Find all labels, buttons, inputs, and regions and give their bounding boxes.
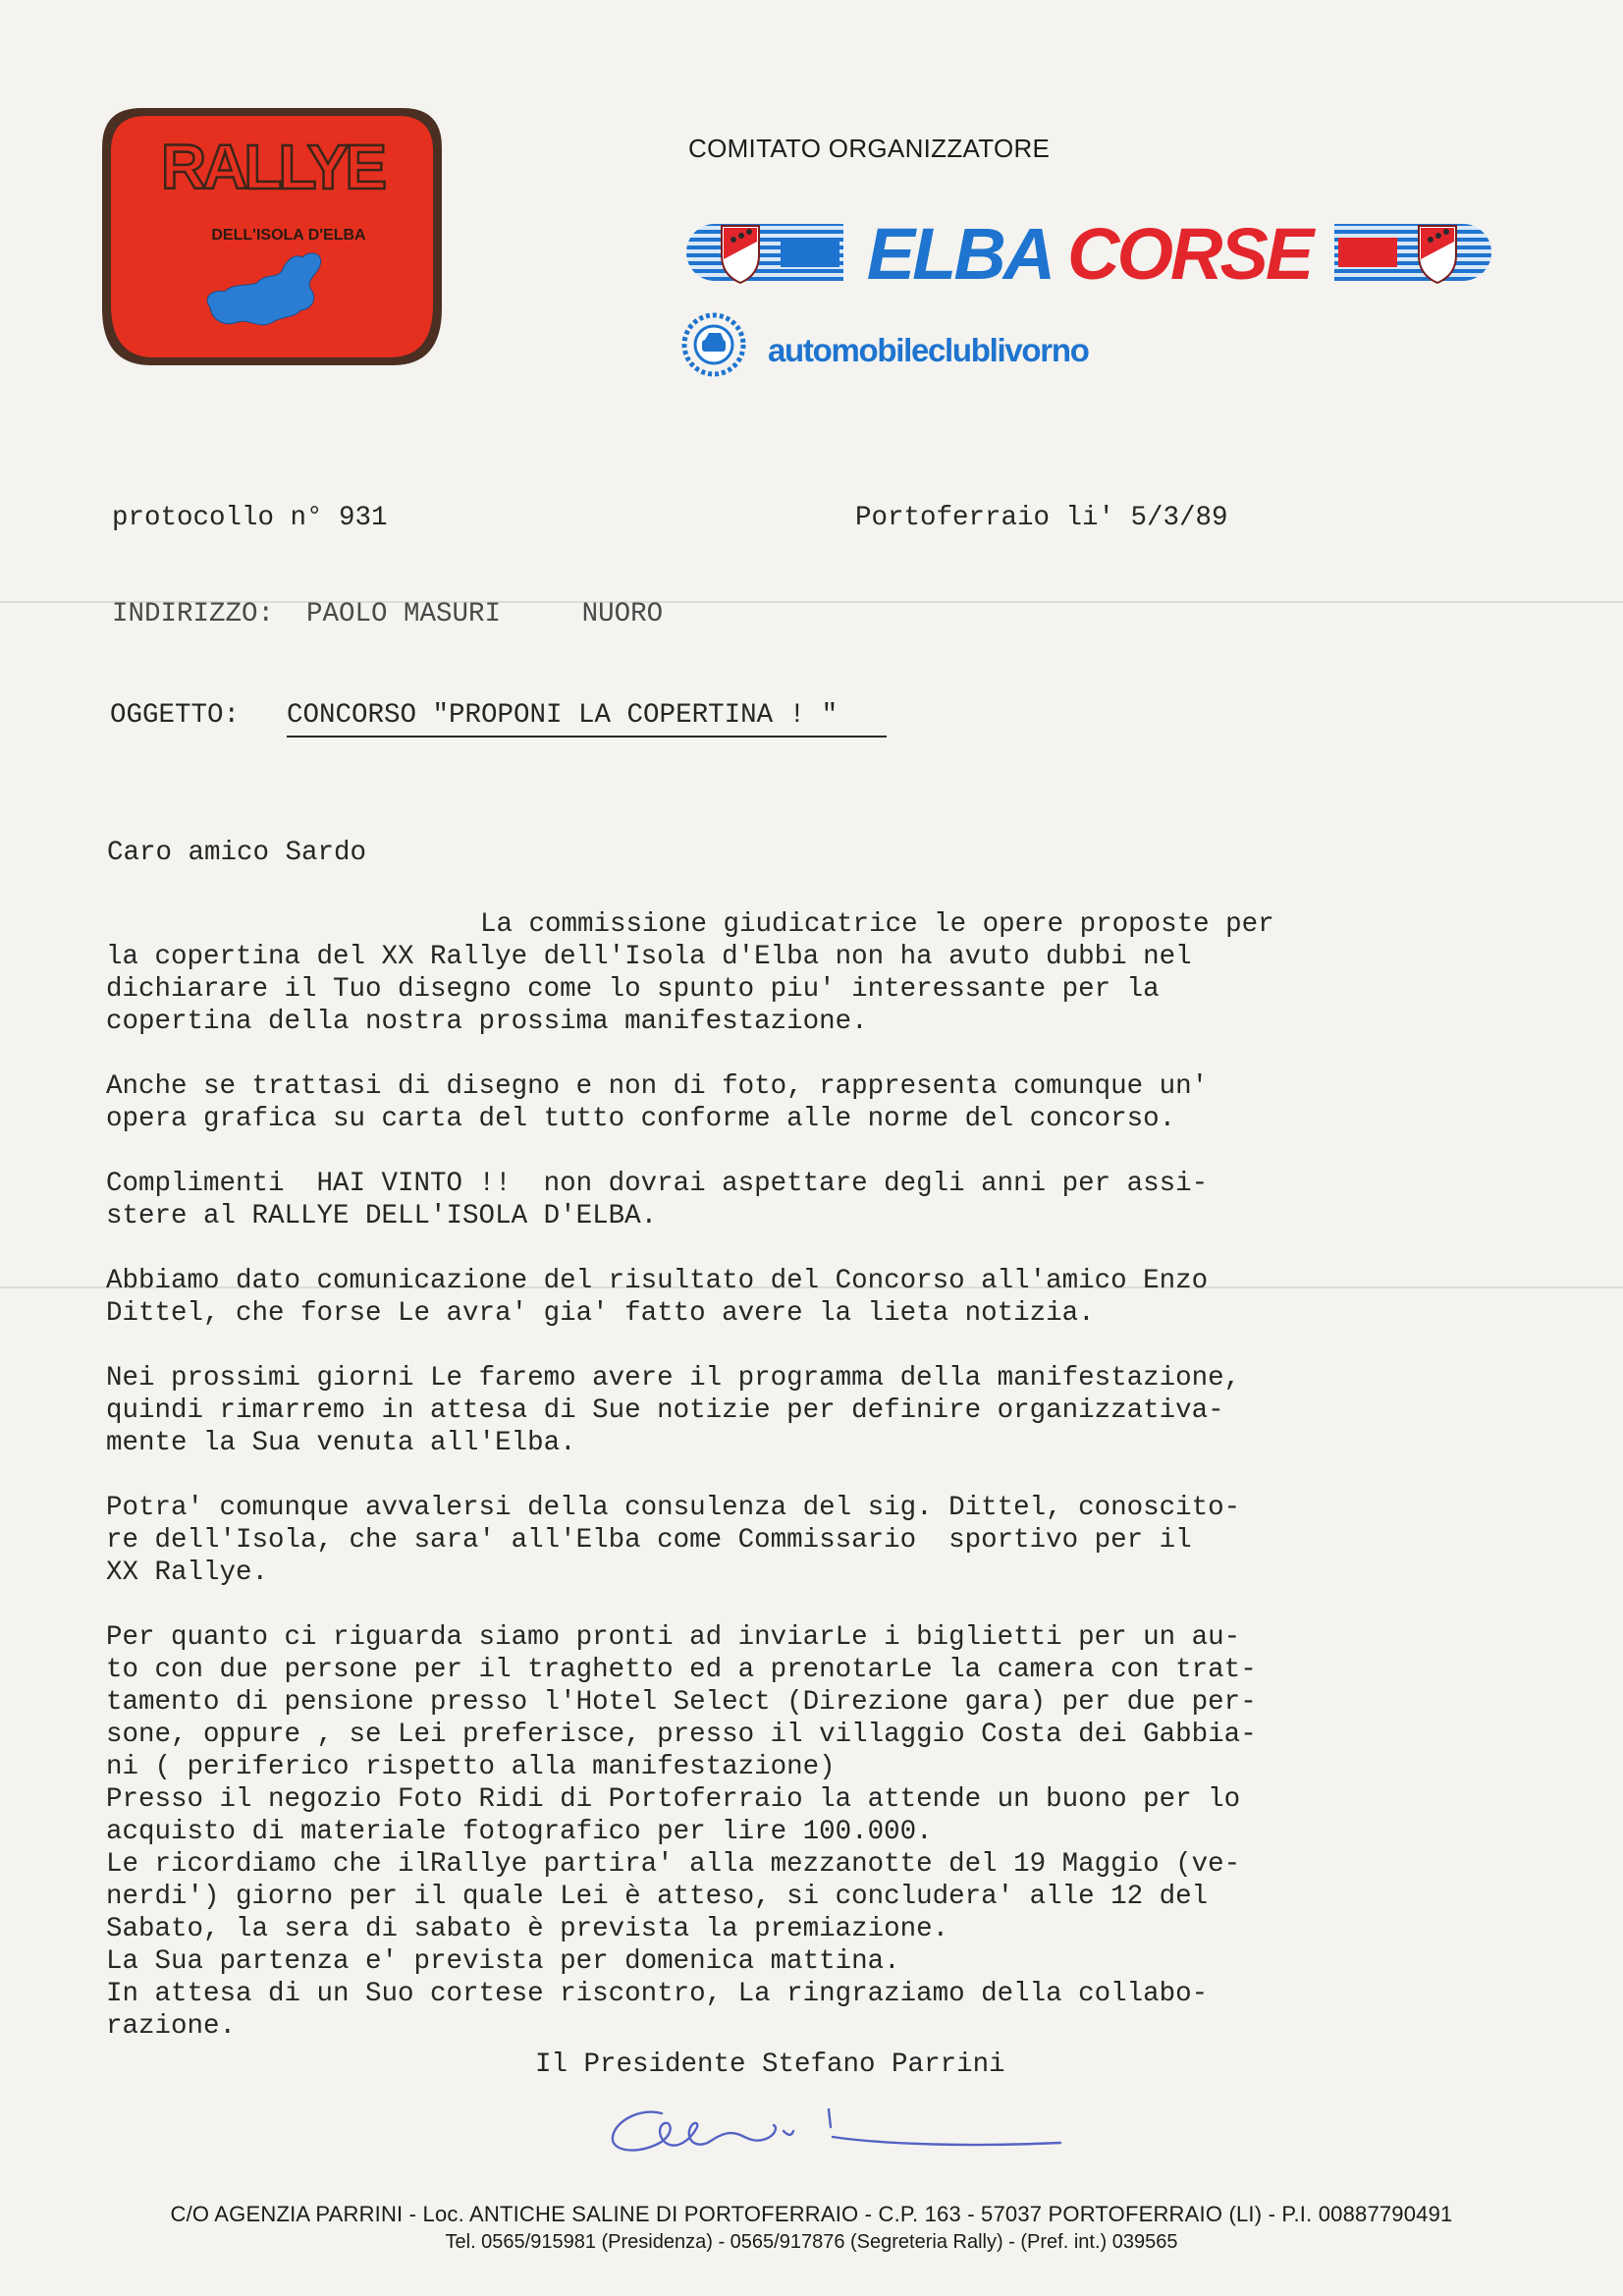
footer-phones: Tel. 0565/915981 (Presidenza) - 0565/917876 (Segreteria Rally) - (Pref. int.) 039565 (445, 2231, 1178, 2253)
salutation: Caro amico Sardo (107, 838, 367, 868)
paragraph-7: Per quanto ci riguarda siamo pronti ad inviarLe i biglietti per un au- to con due persone per il traghetto ed a prenotarLe la camera con trat- tamento di pensione presso l'Hotel Select (Direzione gara) per due per- sone, oppure , se Lei preferisce, presso il villaggio Costa dei Gabbia- ni ( periferico rispetto alla manifestazione) Presso il negozio Foto Ridi di Portoferraio la attende un buono per lo acquisto di materiale fotografico per lire 100.000. Le ricordiamo che ilRallye partira' alla mezzanotte del 19 Maggio (ve- nerdi') giorno per il quale Lei è atteso, si concludera' alle 12 del Sabato, la sera di sabato è prevista la premiazione. La Sua partenza e' prevista per domenica mattina. In attesa di un Suo cortese riscontro, La ringraziamo della collabo- razione. (106, 1622, 1257, 2042)
elba-corse-logo (686, 214, 1491, 291)
paragraph-4: Abbiamo dato comunicazione del risultato del Concorso all'amico Enzo Dittel, che forse Le avra' gia' fatto avere la lieta notizia. (106, 1266, 1209, 1329)
automobile-club-emblem-icon (681, 312, 746, 377)
protocol-number: protocollo n° 931 (112, 503, 388, 533)
place-and-date: Portoferraio li' 5/3/89 (855, 503, 1228, 533)
rallye-wordmark: RALLYE (160, 132, 384, 202)
dell-isola-d-elba-text: DELL'ISOLA D'ELBA (211, 227, 366, 244)
paragraph-1-first-line: La commissione giudicatrice le opere proposte per (480, 909, 1274, 940)
paragraph-1: la copertina del XX Rallye dell'Isola d'Elba non ha avuto dubbi nel dichiarare il Tuo disegno come lo spunto piu' interessante per la copertina della nostra prossima manifestazione. (106, 942, 1192, 1037)
paragraph-5: Nei prossimi giorni Le faremo avere il programma della manifestazione, quindi rimarremo in attesa di Sue notizie per definire organizzativa- mente la Sua venuta all'Elba. (106, 1363, 1241, 1458)
rallye-elba-logo (102, 106, 442, 367)
paragraph-6: Potra' comunque avvalersi della consulenza del sig. Dittel, conoscito- re dell'Isola, che sara' all'Elba come Commissario sportivo per il XX Rallye. (106, 1493, 1241, 1588)
footer-address: C/O AGENZIA PARRINI - Loc. ANTICHE SALINE DI PORTOFERRAIO - C.P. 163 - 57037 PORTOFERRAIO (LI) - P.I. 00887790491 (170, 2202, 1453, 2226)
shield-icon-right (1419, 226, 1456, 283)
subject-value: CONCORSO "PROPONI LA COPERTINA ! " (287, 699, 887, 738)
comitato-organizzatore: COMITATO ORGANIZZATORE (688, 134, 1051, 163)
closing-signatory: Il Presidente Stefano Parrini (535, 2050, 1005, 2080)
letter-body (106, 908, 1500, 2043)
shield-icon-left (722, 226, 759, 283)
paragraph-3: Complimenti HAI VINTO !! non dovrai aspettare degli anni per assi- stere al RALLYE DELL'ISOLA D'ELBA. (106, 1169, 1209, 1231)
elba-corse-wordmark: ELBA CORSE (866, 214, 1312, 291)
recipient-address: INDIRIZZO: PAOLO MASURI NUORO (112, 599, 664, 629)
subject-label: OGGETTO: (110, 700, 241, 731)
paragraph-2: Anche se trattasi di disegno e non di foto, rappresenta comunque un' opera grafica su carta del tutto conforme alle norme del concorso. (106, 1071, 1209, 1134)
automobile-club-livorno-text: automobileclublivorno (768, 332, 1089, 368)
handwritten-signature (601, 2092, 1072, 2160)
